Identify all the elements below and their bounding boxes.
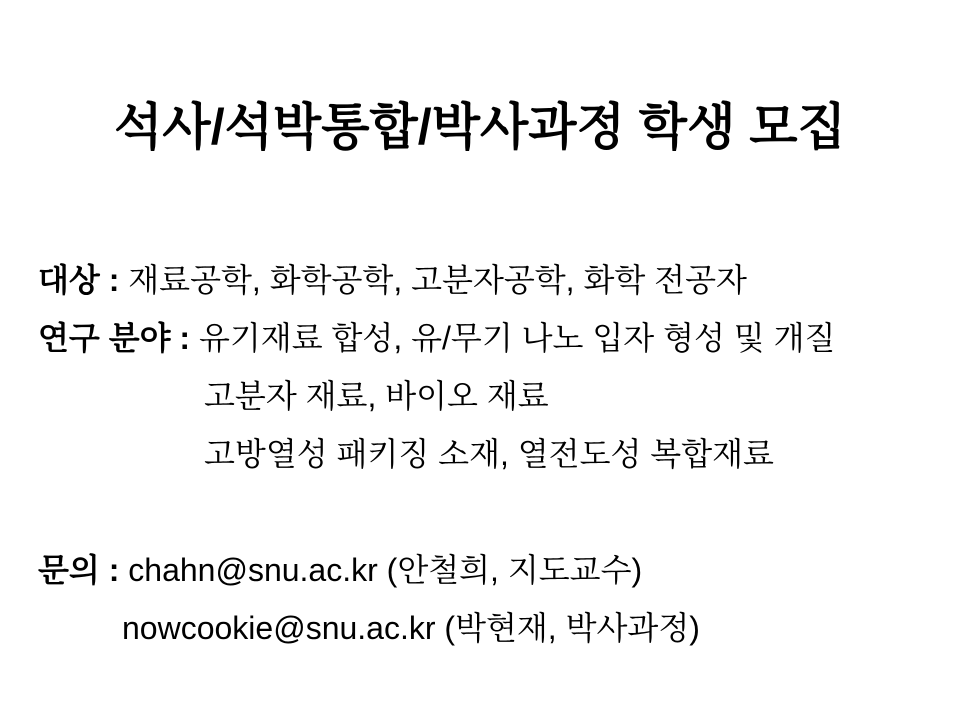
research-line-3: 고방열성 패키징 소재, 열전도성 복합재료 — [204, 436, 774, 472]
contact-email-2: nowcookie@snu.ac.kr (박현재, 박사과정) — [122, 610, 700, 646]
research-line-1 — [38, 309, 940, 367]
contact-email-1: chahn@snu.ac.kr (안철희, 지도교수) — [128, 552, 643, 588]
research-line-2: 고분자 재료, 바이오 재료 — [204, 378, 549, 414]
slide-body — [38, 251, 940, 657]
spacer — [38, 483, 940, 541]
target-text: 재료공학, 화학공학, 고분자공학, 화학 전공자 — [128, 262, 747, 298]
contact-line-1 — [38, 541, 940, 599]
slide-title: 석사/석박통합/박사과정 학생 모집 — [114, 99, 846, 155]
target-line — [38, 251, 940, 309]
target-label: 대상 : — [38, 262, 120, 298]
contact-label: 문의 : — [38, 552, 120, 588]
research-label: 연구 분야 : — [38, 320, 191, 356]
research-text-1: 유기재료 합성, 유/무기 나노 입자 형성 및 개질 — [198, 320, 836, 356]
